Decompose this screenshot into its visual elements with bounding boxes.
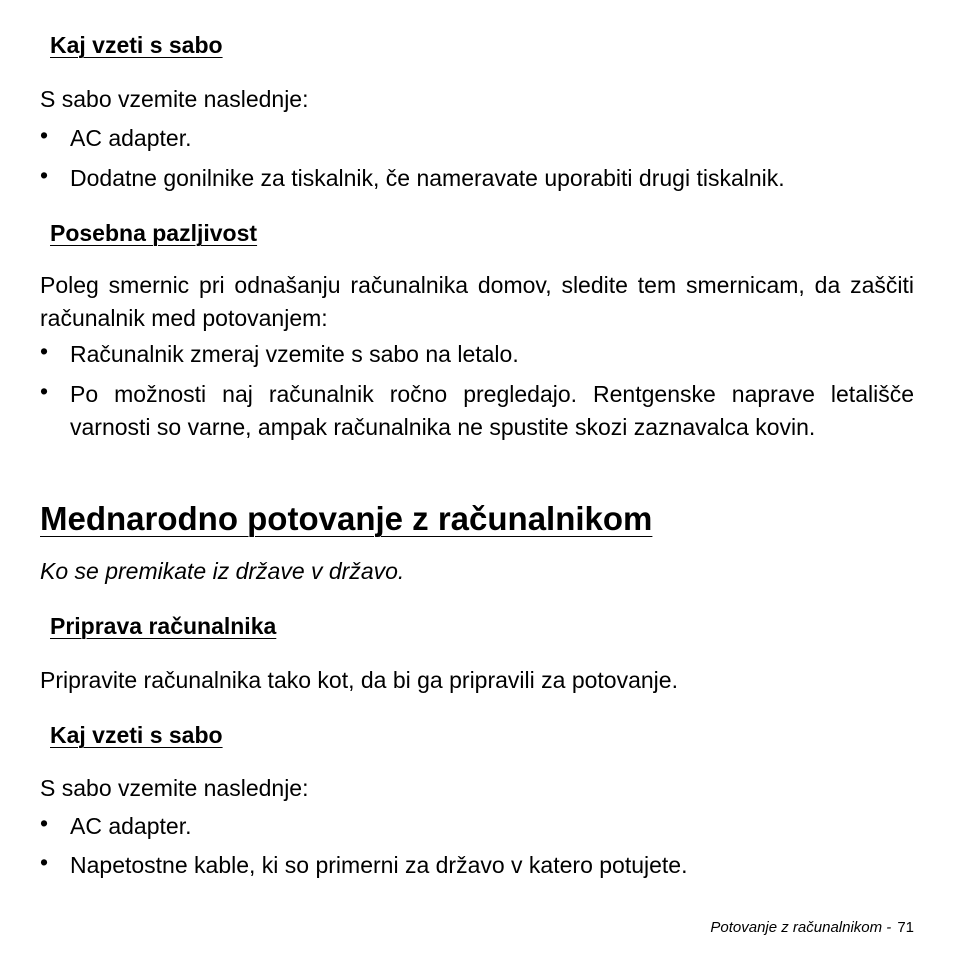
list-item-text: AC adapter. xyxy=(70,125,192,151)
list-item-text: Dodatne gonilnike za tiskalnik, če nameravate uporabiti drugi tiskalnik. xyxy=(70,165,785,191)
bullet-icon: • xyxy=(40,810,49,836)
paragraph: Poleg smernic pri odnašanju računalnika domov, sledite tem smernicam, da zaščiti računalnik med potovanjem: xyxy=(40,272,914,331)
paragraph: S sabo vzemite naslednje: xyxy=(40,86,309,112)
page-footer xyxy=(710,919,914,936)
bullet-icon: • xyxy=(40,378,49,404)
document-page xyxy=(40,0,914,954)
main-heading: Mednarodno potovanje z računalnikom xyxy=(40,500,653,537)
subtitle: Ko se premikate iz države v državo. xyxy=(40,558,405,584)
section-heading: Kaj vzeti s sabo xyxy=(50,32,223,58)
section-heading: Posebna pazljivost xyxy=(50,220,258,246)
page-number: 71 xyxy=(897,919,914,936)
section-heading: Kaj vzeti s sabo xyxy=(50,722,223,748)
section-heading: Priprava računalnika xyxy=(50,613,277,639)
bullet-icon: • xyxy=(40,849,49,875)
bullet-icon: • xyxy=(40,122,49,148)
list-item-text: AC adapter. xyxy=(70,813,192,839)
footer-section-title: Potovanje z računalnikom - xyxy=(710,919,892,936)
bullet-icon: • xyxy=(40,338,49,364)
bullet-icon: • xyxy=(40,162,49,188)
list-item-text: Računalnik zmeraj vzemite s sabo na letalo. xyxy=(70,341,519,367)
paragraph: Pripravite računalnika tako kot, da bi ga pripravili za potovanje. xyxy=(40,667,678,693)
paragraph: S sabo vzemite naslednje: xyxy=(40,775,309,801)
list-item-text: Po možnosti naj računalnik ročno pregledajo. Rentgenske naprave letališče varnosti so varne, ampak računalnika ne spustite skozi zaznavalca kovin. xyxy=(70,381,914,440)
list-item-text: Napetostne kable, ki so primerni za državo v katero potujete. xyxy=(70,852,688,878)
